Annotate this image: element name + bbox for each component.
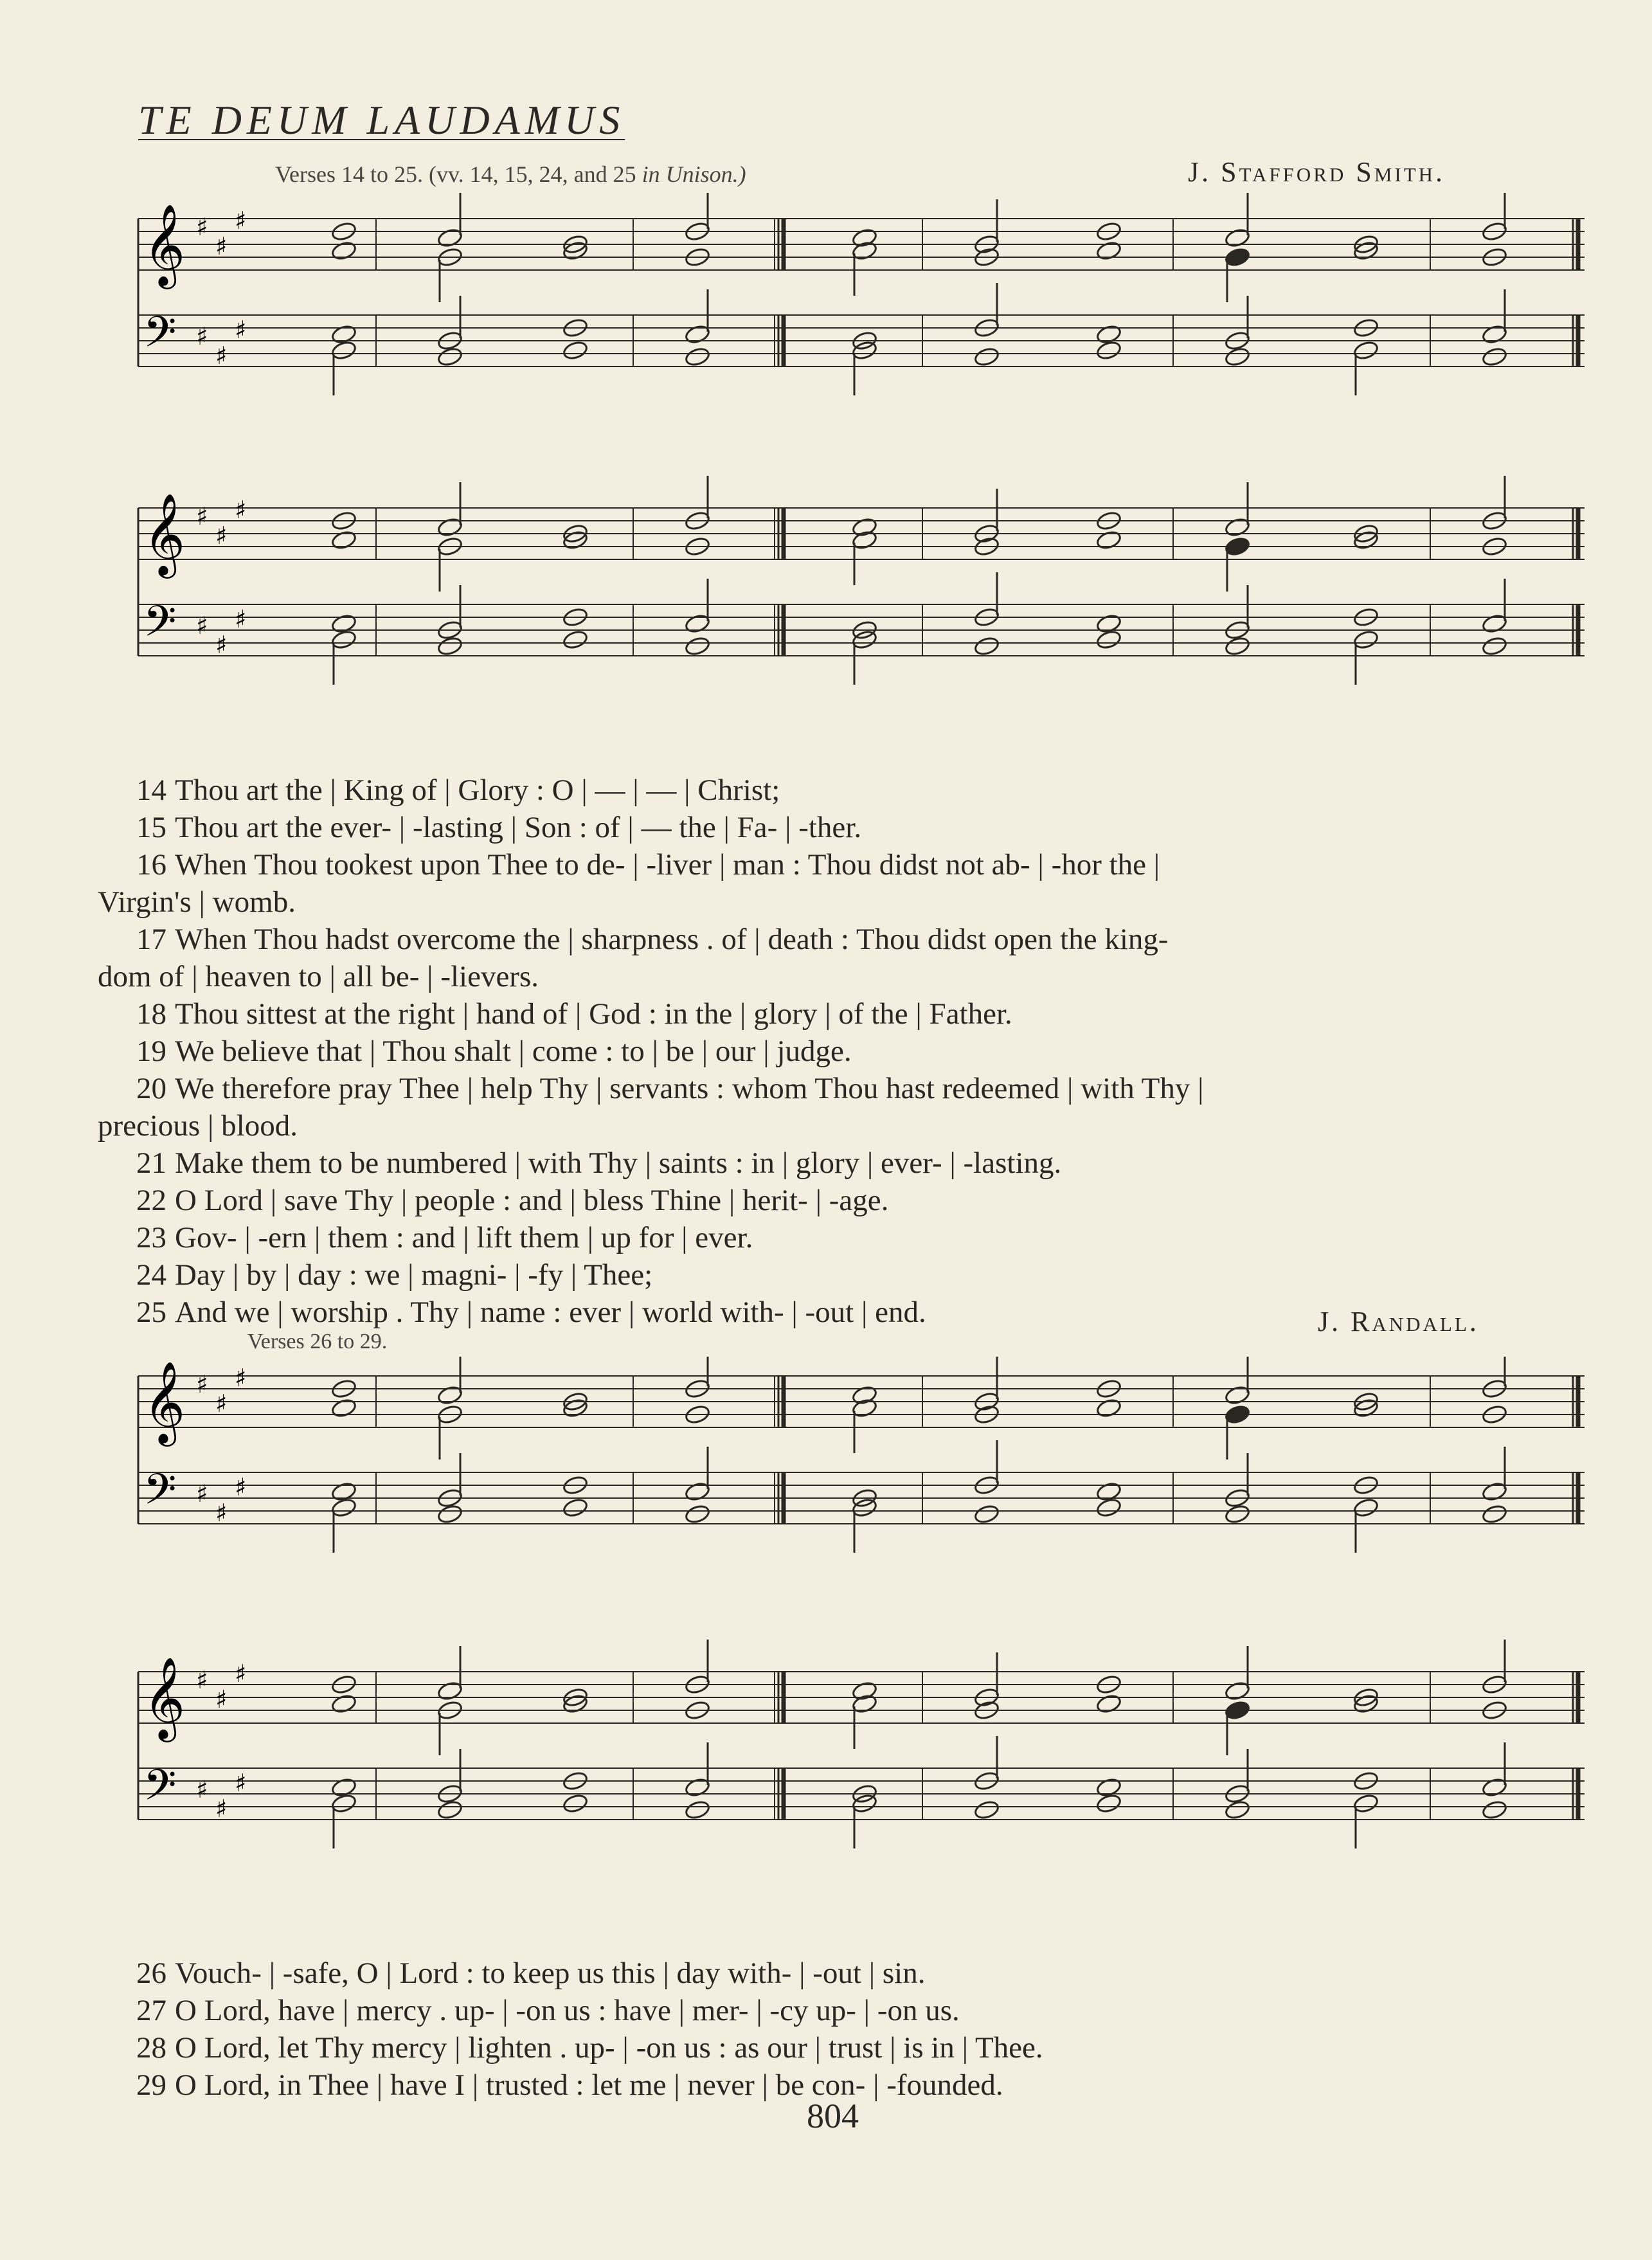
verse-line: 28 O Lord, let Thy mercy | lighten . up- | -on us : as our | trust | is in | Thee. [136, 2031, 1043, 2065]
sharp-icon: ♯ [235, 1659, 247, 1688]
note-head [1095, 1398, 1122, 1419]
note-head [1352, 1497, 1379, 1519]
verse-line: 16 When Thou tookest upon Thee to de- | -liver | man : Thou didst not ab- | -hor the | [136, 848, 1160, 881]
note-head [1224, 228, 1250, 249]
section1-heading [275, 161, 746, 188]
verse-line: 24 Day | by | day : we | magni- | -fy | Thee; [136, 1258, 653, 1292]
note-head [330, 1793, 357, 1814]
note-head [684, 1777, 710, 1798]
sharp-icon: ♯ [215, 1499, 228, 1527]
note-head [1095, 1497, 1122, 1519]
section1-composer: J. Stafford Smith. [1188, 156, 1446, 188]
note-head [330, 629, 357, 651]
verse-line: 14 Thou art the | King of | Glory : O | — | — | Christ; [136, 773, 780, 807]
note-head [562, 629, 588, 651]
note-head [1224, 247, 1250, 268]
note-head [1095, 324, 1122, 345]
sharp-icon: ♯ [235, 496, 247, 524]
note-head [684, 1800, 710, 1821]
sharp-icon: ♯ [196, 1479, 208, 1508]
verse-line: 20 We therefore pray Thee | help Thy | servants : whom Thou hast redeemed | with Thy | [136, 1072, 1204, 1105]
verse-line: 17 When Thou hadst overcome the | sharpness . of | death : Thou didst open the king- [136, 923, 1169, 956]
note-head [973, 347, 1000, 368]
verse-line: 23 Gov- | -ern | them : and | lift them | up for | ever. [136, 1221, 753, 1254]
treble-clef-icon: 𝄞 [143, 1656, 186, 1739]
note-head [1224, 517, 1250, 538]
sharp-icon: ♯ [196, 213, 208, 241]
note-head [436, 228, 463, 249]
note-head [1095, 530, 1122, 551]
verse-line: 18 Thou sittest at the right | hand of | God : in the | glory | of the | Father. [136, 997, 1012, 1031]
sharp-icon: ♯ [196, 502, 208, 530]
note-head [973, 1504, 1000, 1525]
note-head [330, 1481, 357, 1503]
note-head [1481, 636, 1507, 657]
sharp-icon: ♯ [215, 232, 228, 260]
verse-line: 15 Thou art the ever- | -lasting | Son : of | — the | Fa- | -ther. [136, 811, 862, 844]
sharp-icon: ♯ [196, 1666, 208, 1694]
sharp-icon: ♯ [196, 322, 208, 350]
score-stafford-smith [132, 193, 1591, 759]
sharp-icon: ♯ [215, 521, 228, 550]
system-1 [138, 193, 1585, 395]
treble-clef-icon: 𝄞 [143, 493, 186, 575]
note-head [1224, 1681, 1250, 1702]
verses-14-25 [98, 772, 1595, 1331]
verse-continuation: Virgin's | womb. [98, 885, 296, 919]
note-head [562, 340, 588, 361]
note-head [1481, 1800, 1507, 1821]
note-head [1352, 340, 1379, 361]
note-head [1224, 1504, 1250, 1525]
note-head [1224, 1385, 1250, 1406]
note-head [1095, 1793, 1122, 1814]
verse-line: 29 O Lord, in Thee | have I | trusted : let me | never | be con- | -founded. [136, 2068, 1003, 2102]
verse-continuation: dom of | heaven to | all be- | -lievers. [98, 960, 539, 993]
note-head [973, 1800, 1000, 1821]
verses-26-29 [136, 1955, 1595, 2104]
sharp-icon: ♯ [215, 631, 228, 659]
verse-line: 27 O Lord, have | mercy . up- | -on us : have | mer- | -cy up- | -on us. [136, 1994, 960, 2027]
note-head [330, 324, 357, 345]
bass-clef-icon: 𝄢 [143, 1465, 177, 1524]
note-head [562, 1793, 588, 1814]
note-head [1095, 1694, 1122, 1715]
note-head [1481, 324, 1507, 345]
note-head [684, 1504, 710, 1525]
section2-heading: Verses 26 to 29. [247, 1330, 388, 1353]
note-head [1224, 1700, 1250, 1721]
verse-line: 21 Make them to be numbered | with Thy | saints : in | glory | ever- | -lasting. [136, 1146, 1062, 1180]
note-head [436, 517, 463, 538]
section1-heading-note: (vv. 14, 15, 24, and 25 [428, 161, 636, 187]
treble-clef-icon: 𝄞 [143, 1361, 186, 1443]
verse-line: 22 O Lord | save Thy | people : and | bless Thine | herit- | -age. [136, 1184, 889, 1217]
page-number: 804 [807, 2097, 859, 2135]
sharp-icon: ♯ [235, 316, 247, 344]
note-head [436, 1385, 463, 1406]
note-head [1481, 1504, 1507, 1525]
sharp-icon: ♯ [215, 341, 228, 370]
note-head [330, 340, 357, 361]
sharp-icon: ♯ [215, 1794, 228, 1823]
sharp-icon: ♯ [196, 611, 208, 640]
note-head [330, 240, 357, 262]
sharp-icon: ♯ [235, 1769, 247, 1797]
bass-clef-icon: 𝄢 [143, 1760, 177, 1820]
note-head [684, 636, 710, 657]
section1-heading-prefix: Verses 14 to 25. [275, 161, 423, 187]
note-head [436, 636, 463, 657]
note-head [1224, 536, 1250, 557]
note-head [330, 530, 357, 551]
sharp-icon: ♯ [235, 1473, 247, 1501]
section1-heading-note-italic: in Unison.) [642, 161, 746, 187]
note-head [330, 1497, 357, 1519]
note-head [1095, 240, 1122, 262]
sharp-icon: ♯ [235, 206, 247, 235]
sharp-icon: ♯ [215, 1389, 228, 1418]
sharp-icon: ♯ [235, 605, 247, 633]
verse-line: 19 We believe that | Thou shalt | come : to | be | our | judge. [136, 1035, 852, 1068]
note-head [436, 1800, 463, 1821]
bass-clef-icon: 𝄢 [143, 597, 177, 656]
note-head [330, 1398, 357, 1419]
note-head [1095, 1481, 1122, 1503]
note-head [1224, 347, 1250, 368]
note-head [1352, 629, 1379, 651]
note-head [684, 613, 710, 635]
note-head [1481, 1481, 1507, 1503]
verse-line: 25 And we | worship . Thy | name : ever | world with- | -out | end. [136, 1296, 926, 1329]
sharp-icon: ♯ [196, 1775, 208, 1803]
system-3 [138, 1357, 1585, 1553]
sharp-icon: ♯ [235, 1364, 247, 1392]
note-head [1481, 347, 1507, 368]
note-head [1352, 1793, 1379, 1814]
note-head [684, 324, 710, 345]
note-head [1224, 636, 1250, 657]
note-head [330, 613, 357, 635]
note-head [1095, 629, 1122, 651]
system-2 [138, 476, 1585, 685]
section2-composer: J. Randall. [1318, 1306, 1479, 1337]
verse-continuation: precious | blood. [98, 1109, 298, 1143]
note-head [1095, 1777, 1122, 1798]
note-head [562, 1497, 588, 1519]
note-head [436, 1504, 463, 1525]
sharp-icon: ♯ [215, 1685, 228, 1713]
note-head [1095, 340, 1122, 361]
note-head [1224, 1404, 1250, 1425]
note-head [330, 1694, 357, 1715]
page-title: TE DEUM LAUDAMUS [138, 97, 625, 143]
note-head [436, 347, 463, 368]
score-randall [132, 1357, 1591, 1948]
note-head [1481, 613, 1507, 635]
note-head [1095, 613, 1122, 635]
treble-clef-icon: 𝄞 [143, 203, 186, 285]
note-head [973, 636, 1000, 657]
note-head [330, 1777, 357, 1798]
note-head [684, 1481, 710, 1503]
note-head [436, 1681, 463, 1702]
note-head [1481, 1777, 1507, 1798]
verse-line: 26 Vouch- | -safe, O | Lord : to keep us this | day with- | -out | sin. [136, 1957, 926, 1990]
note-head [1224, 1800, 1250, 1821]
sharp-icon: ♯ [196, 1370, 208, 1398]
system-4 [138, 1640, 1585, 1849]
note-head [684, 347, 710, 368]
bass-clef-icon: 𝄢 [143, 307, 177, 367]
